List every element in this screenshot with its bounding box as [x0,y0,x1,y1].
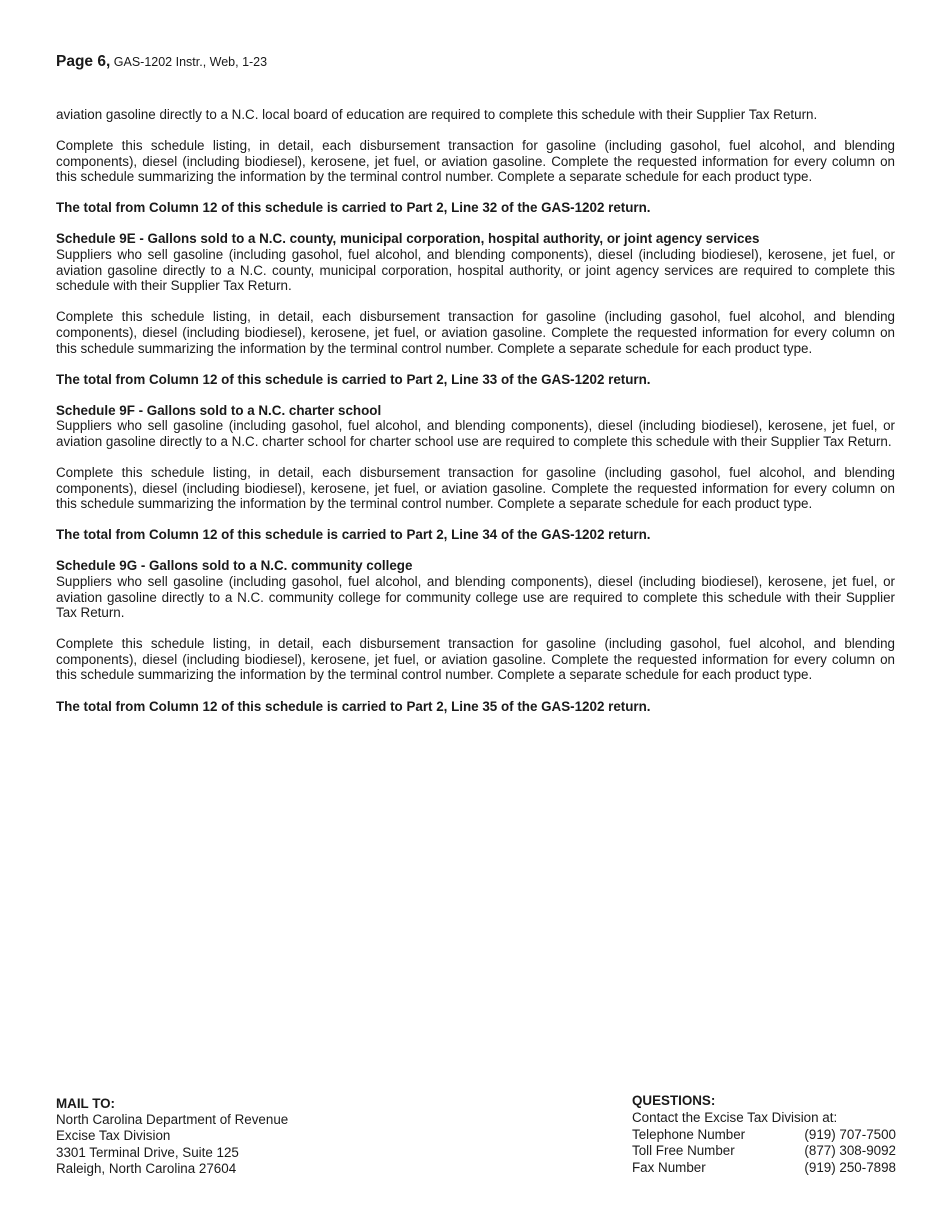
contact-row [632,1143,896,1160]
contact-name: Telephone Number [632,1126,746,1142]
page-header [56,53,267,71]
total-line-note: The total from Column 12 of this schedule is carried to Part 2, Line 34 of the GAS-1202 return. [56,527,651,543]
mail-to-label: MAIL TO: [56,1096,116,1111]
schedule-title: Schedule 9F - Gallons sold to a N.C. charter school [56,402,382,418]
instructions-body [56,107,895,730]
schedule-description: Suppliers who sell gasoline (including gasohol, fuel alcohol, and blending components), diesel (including biodiesel), kerosene, jet fuel, or aviation gasoline directly to a N.C. county, municipal corporation, hospital authority, or joint agency services are required to complete this schedule with their Supplier Tax Return. [56,247,895,294]
schedule-description: Suppliers who sell gasoline (including gasohol, fuel alcohol, and blending components), diesel (including biodiesel), kerosene, jet fuel, or aviation gasoline directly to a N.C. community college for community college use are required to complete this schedule with their Supplier Tax Return. [56,573,895,621]
questions-intro: Contact the Excise Tax Division at: [632,1109,838,1125]
questions-block [632,1093,896,1177]
complete-schedule-paragraph: Complete this schedule listing, in detail, each disbursement transaction for gasoline (including gasohol, fuel alcohol, and blending components), diesel (including biodiesel), kerosene, jet fuel, or aviation gasoline. Complete the requested information for every column on this schedule summarizing the information by the terminal control number. Complete a separate schedule for each product type. [56,309,895,356]
address-line: Raleigh, North Carolina 27604 [56,1160,237,1176]
schedule-9g-section [56,558,895,620]
contact-name: Toll Free Number [632,1143,735,1159]
total-line-note: The total from Column 12 of this schedule is carried to Part 2, Line 33 of the GAS-1202 return. [56,371,651,387]
form-reference: GAS-1202 Instr., Web, 1-23 [113,55,268,69]
page-number: Page 6, [56,53,111,70]
complete-schedule-paragraph: Complete this schedule listing, in detail, each disbursement transaction for gasoline (including gasohol, fuel alcohol, and blending components), diesel (including biodiesel), kerosene, jet fuel, or aviation gasoline. Complete the requested information for every column on this schedule summarizing the information by the terminal control number. Complete a separate schedule for each product type. [56,465,895,512]
questions-label: QUESTIONS: [632,1093,716,1108]
contact-name: Fax Number [632,1160,706,1176]
address-line: North Carolina Department of Revenue [56,1112,289,1128]
total-line-note: The total from Column 12 of this schedule is carried to Part 2, Line 35 of the GAS-1202 return. [56,698,651,714]
contact-number: (877) 308-9092 [804,1143,896,1159]
contact-number: (919) 707-7500 [804,1126,896,1142]
contact-row [632,1160,896,1177]
continued-paragraph: aviation gasoline directly to a N.C. local board of education are required to complete this schedule with their Supplier Tax Return. [56,107,818,122]
complete-schedule-paragraph: Complete this schedule listing, in detail, each disbursement transaction for gasoline (including gasohol, fuel alcohol, and blending components), diesel (including biodiesel), kerosene, jet fuel, or aviation gasoline. Complete the requested information for every column on this schedule summarizing the information by the terminal control number. Complete a separate schedule for each product type. [56,636,895,683]
schedule-9f-section [56,403,895,450]
complete-schedule-paragraph: Complete this schedule listing, in detail, each disbursement transaction for gasoline (including gasohol, fuel alcohol, and blending components), diesel (including biodiesel), kerosene, jet fuel, or aviation gasoline. Complete the requested information for every column on this schedule summarizing the information by the terminal control number. Complete a separate schedule for each product type. [56,138,895,185]
contact-number: (919) 250-7898 [804,1160,896,1176]
schedule-9e-section [56,231,895,293]
address-line: 3301 Terminal Drive, Suite 125 [56,1144,239,1160]
schedule-description: Suppliers who sell gasoline (including gasohol, fuel alcohol, and blending components), diesel (including biodiesel), kerosene, jet fuel, or aviation gasoline directly to a N.C. charter school for charter school use are required to complete this schedule with their Supplier Tax Return. [56,418,895,449]
contact-row [632,1127,896,1144]
address-line: Excise Tax Division [56,1128,171,1144]
schedule-title: Schedule 9G - Gallons sold to a N.C. community college [56,558,413,574]
mail-to-block [56,1096,288,1177]
schedule-title: Schedule 9E - Gallons sold to a N.C. county, municipal corporation, hospital authority, or joint agency services [56,231,760,247]
total-line-note: The total from Column 12 of this schedule is carried to Part 2, Line 32 of the GAS-1202 return. [56,200,651,216]
